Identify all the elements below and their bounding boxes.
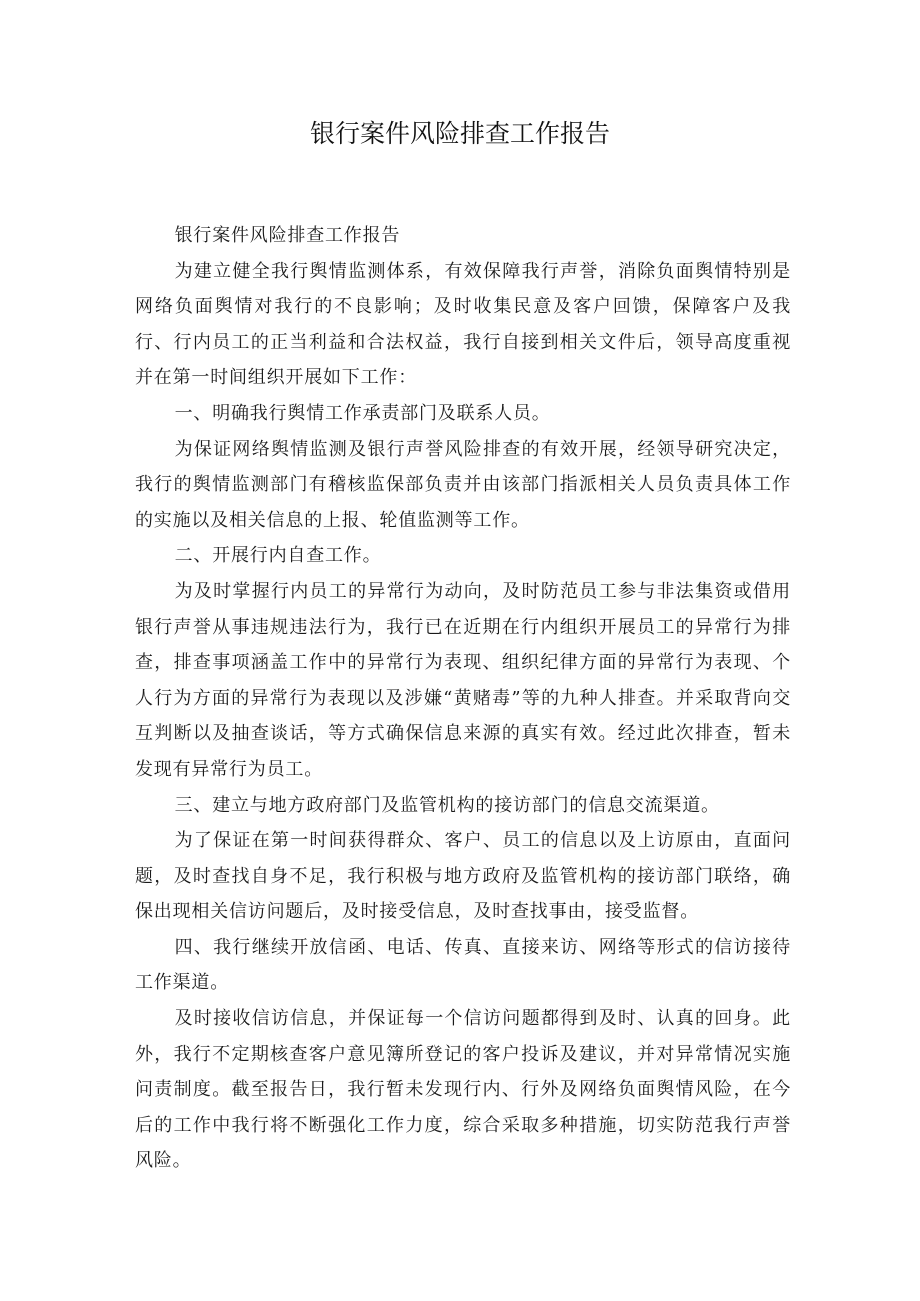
paragraph-section-2: 为及时掌握行内员工的异常行为动向，及时防范员工参与非法集资或借用银行声誉从事违规违法行为，我行已在近期在行内组织开展员工的异常行为排查，排查事项涵盖工作中的异常行为表现、组织纪律方面的异常行为表现、个人行为方面的异常行为表现以及涉嫌“黄赌毒”等的九种人排查。并采取背向交互判断以及抽查谈话，等方式确保信息来源的真实有效。经过此次排查，暂未发现有异常行为员工。 [135, 580, 791, 780]
section-heading-1: 一、明确我行舆情工作承责部门及联系人员。 [174, 402, 551, 424]
document-title: 银行案件风险排查工作报告 [309, 119, 610, 148]
section-heading-4: 四、我行继续开放信函、电话、传真、直接来访、网络等形式的信访接待工作渠道。 [135, 936, 791, 994]
document-body [135, 218, 791, 1179]
paragraph-subtitle: 银行案件风险排查工作报告 [174, 225, 401, 246]
paragraph-section-3: 为了保证在第一时间获得群众、客户、员工的信息以及上访原由，直面问题，及时查找自身不足，我行积极与地方政府及监管机构的接访部门联络，确保出现相关信访问题后，及时接受信息，及时查找事由，接受监督。 [135, 830, 791, 923]
paragraph-section-1: 为保证网络舆情监测及银行声誉风险排查的有效开展，经领导研究决定，我行的舆情监测部门有稽核监保部负责并由该部门指派相关人员负责具体工作的实施以及相关信息的上报、轮值监测等工作。 [135, 438, 791, 531]
paragraph-intro: 为建立健全我行舆情监测体系，有效保障我行声誉，消除负面舆情特别是网络负面舆情对我行的不良影响；及时收集民意及客户回馈，保障客户及我行、行内员工的正当利益和合法权益，我行自接到相关文件后，领导高度重视并在第一时间组织开展如下工作： [135, 260, 791, 389]
section-heading-2: 二、开展行内自查工作。 [174, 545, 382, 567]
paragraph-section-4: 及时接收信访信息，并保证每一个信访问题都得到及时、认真的回身。此外，我行不定期核查客户意见簿所登记的客户投诉及建议，并对异常情况实施问责制度。截至报告日，我行暂未发现行内、行外及网络负面舆情风险，在今后的工作中我行将不断强化工作力度，综合采取多种措施，切实防范我行声誉风险。 [135, 1008, 791, 1172]
section-heading-3: 三、建立与地方政府部门及监管机构的接访部门的信息交流渠道。 [174, 794, 720, 816]
